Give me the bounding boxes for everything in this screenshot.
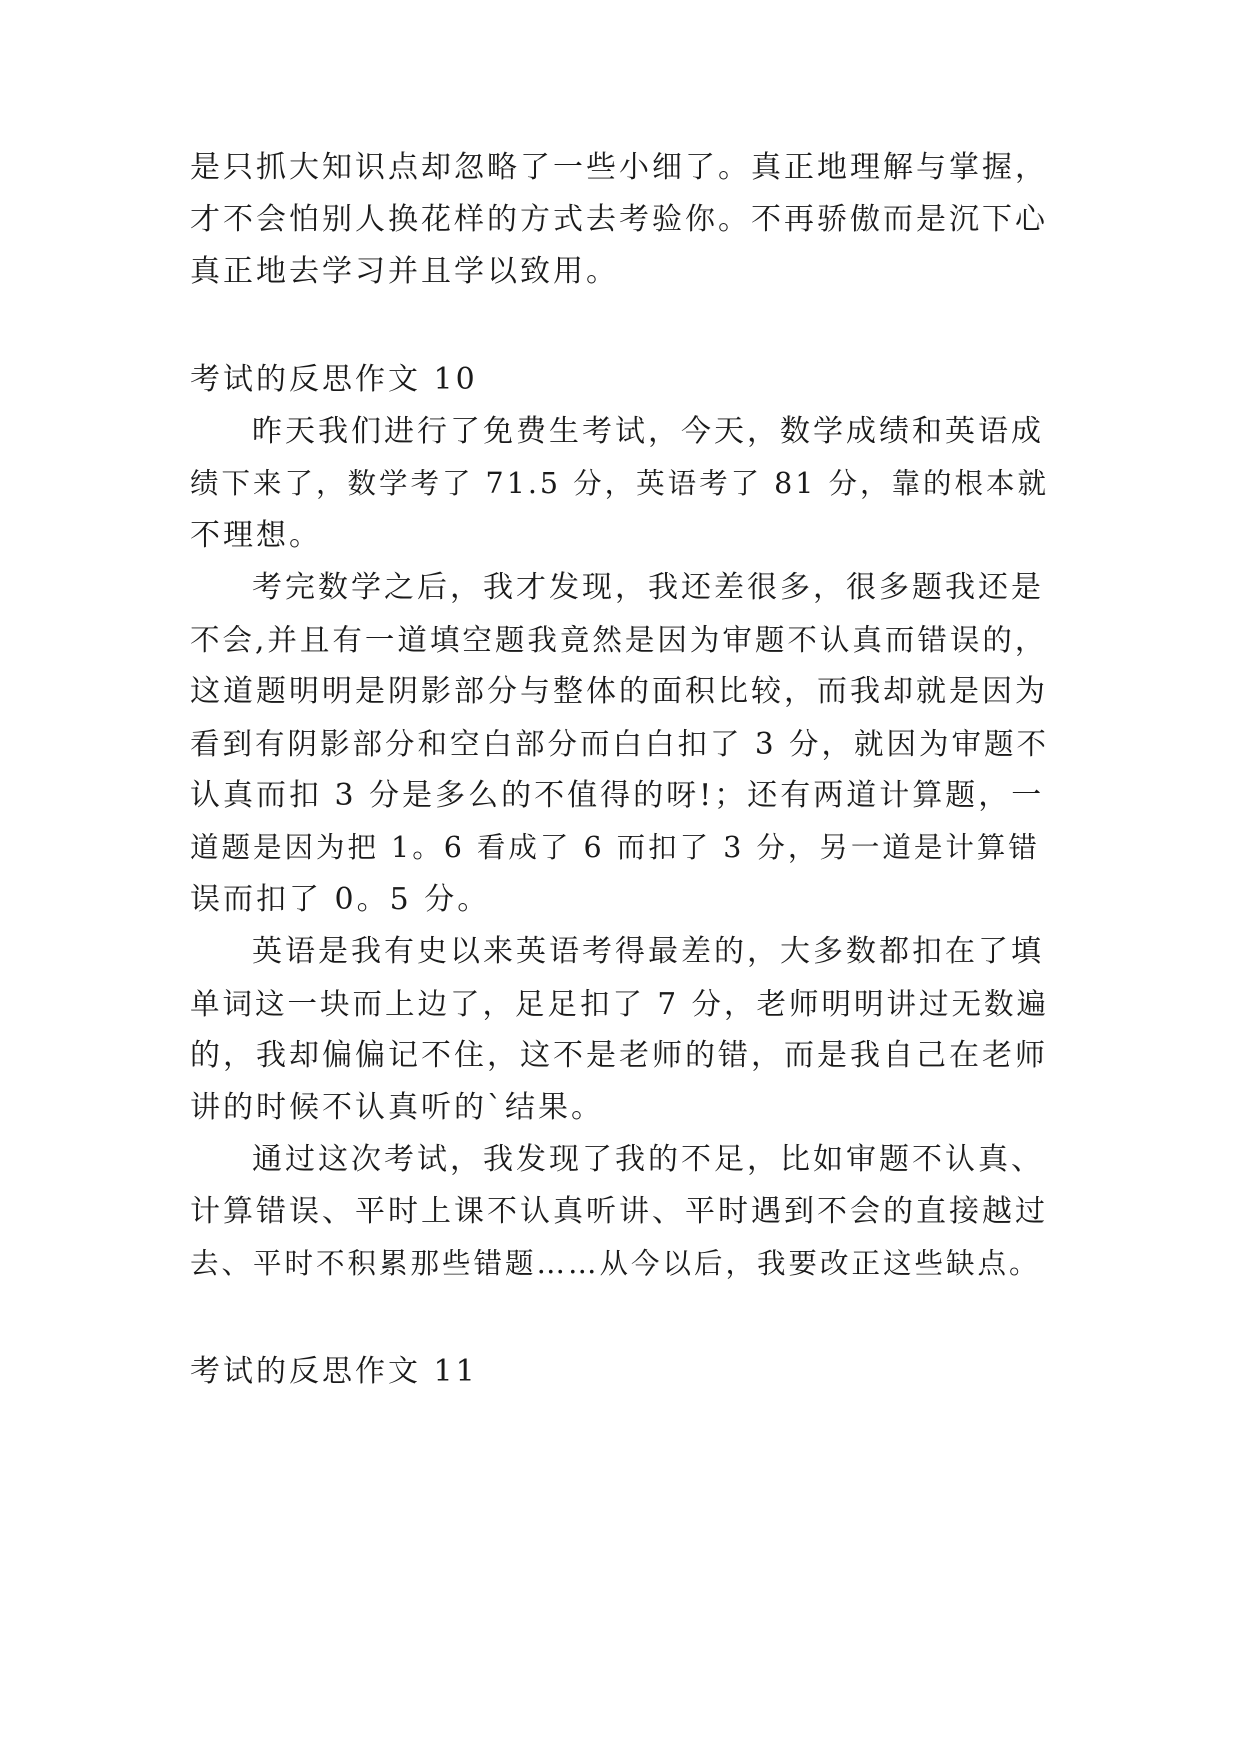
paragraph-line: 误而扣了 0。5 分。 <box>190 882 491 917</box>
paragraph-line: 昨天我们进行了免费生考试，今天，数学成绩和英语成 <box>252 414 1044 449</box>
body-text-line: 才不会怕别人换花样的方式去考验你。不再骄傲而是沉下心 <box>190 202 1048 237</box>
body-text-line: 真正地去学习并且学以致用。 <box>190 254 619 289</box>
paragraph-line: 绩下来了，数学考了 71.5 分，英语考了 81 分，靠的根本就 <box>190 467 1049 500</box>
paragraph-line: 这道题明明是阴影部分与整体的面积比较，而我却就是因为 <box>190 674 1048 709</box>
paragraph-line: 的，我却偏偏记不住，这不是老师的错，而是我自己在老师 <box>190 1038 1048 1073</box>
paragraph-line: 英语是我有史以来英语考得最差的，大多数都扣在了填 <box>252 934 1044 969</box>
body-text-line: 是只抓大知识点却忽略了一些小细了。真正地理解与掌握， <box>190 150 1048 185</box>
paragraph-line: 看到有阴影部分和空白部分而白白扣了 3 分，就因为审题不 <box>190 727 1050 761</box>
paragraph-line: 单词这一块而上边了，足足扣了 7 分，老师明明讲过无数遍 <box>190 987 1050 1021</box>
paragraph-line: 去、平时不积累那些错题……从今以后，我要改正这些缺点。 <box>190 1247 1041 1280</box>
paragraph-line: 考完数学之后，我才发现，我还差很多，很多题我还是 <box>252 570 1044 605</box>
paragraph-line: 道题是因为把 1。6 看成了 6 而扣了 3 分，另一道是计算错 <box>190 831 1040 864</box>
section-heading: 考试的反思作文 11 <box>190 1354 478 1389</box>
section-heading: 考试的反思作文 10 <box>190 362 478 397</box>
paragraph-line: 不会,并且有一道填空题我竟然是因为审题不认真而错误的， <box>190 623 1048 657</box>
paragraph-line: 通过这次考试，我发现了我的不足，比如审题不认真、 <box>252 1142 1044 1177</box>
paragraph-line: 认真而扣 3 分是多么的不值得的呀!；还有两道计算题，一 <box>190 778 1045 813</box>
paragraph-line: 不理想。 <box>190 518 322 553</box>
paragraph-line: 计算错误、平时上课不认真听讲、平时遇到不会的直接越过 <box>190 1194 1048 1229</box>
paragraph-line: 讲的时候不认真听的`结果。 <box>190 1090 604 1125</box>
